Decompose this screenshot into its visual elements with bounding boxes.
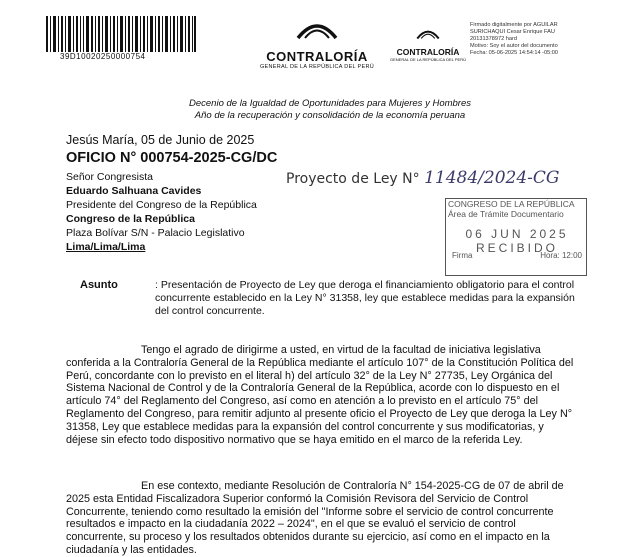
decenio-header [140, 98, 520, 122]
signature-line: Firmado digitalmente por AGUILAR [470, 22, 558, 28]
recipient-position: Presidente del Congreso de la República [66, 199, 257, 211]
logo-small-subtitle: GENERAL DE LA REPÚBLICA DEL PERÚ [390, 57, 466, 62]
body-paragraph-2: En ese contexto, mediante Resolución de Contraloría N° 154-2025-CG de 07 de abril de 2025 esta Entidad Fiscalizadora Superior conformó la Comisión Revisora del Servicio de Control Concurrente, teniendo como resultado la emisión del "Informe sobre el servicio de control concurrente resultados e impacto en la ciudadanía 2022 – 2024", en el que se evaluó el servicio de control concurrente, su proceso y los resultados obtenidos durante su ejercicio, así como en el impacto en la ciudadanía y las entidades. [66, 480, 564, 556]
proyecto-ley [286, 168, 560, 188]
logo-small-name: CONTRALORÍA [396, 47, 460, 57]
oficio-number: OFICIO N° 000754-2025-CG/DC [66, 150, 278, 166]
recipient-name: Eduardo Salhuana Cavides [66, 185, 202, 197]
barcode [46, 16, 196, 52]
recipient-salutation: Señor Congresista [66, 171, 153, 183]
stamp-hora: Hora: 12:00 [540, 251, 582, 260]
recipient-institution: Congreso de la República [66, 213, 195, 225]
signature-line: Fecha: 05-06-2025 14:54:14 -05:00 [470, 50, 559, 56]
body-paragraph-1: Tengo el agrado de dirigirme a usted, en virtud de la facultad de iniciativa legislativa conferida a la Contraloría General de la República mediante el artículo 107° de la Constitución Política del Perú, concordante con lo previsto en el literal h) del artículo 32° de la Ley N° 27735, Ley Orgánica del Sistema Nacional de Control y de la Contraloría General de la República, acorde con lo dispuesto en el artículo 74° del Reglamento del Congreso, así como en atención a lo previsto en el artículo 75° del Reglamento del Congreso, para remitir adjunto al presente oficio el Proyecto de Ley que deroga la Ley N° 31358, Ley que establece medidas para la expansión del control concurrente y sus modificatorias, y déjese sin efecto todo dispositivo normativo que se haya emitido en el marco de la referida Ley. [66, 344, 574, 446]
contraloria-logo [252, 20, 382, 70]
proyecto-label: Proyecto de Ley N° [286, 171, 420, 187]
digital-signature [470, 22, 635, 57]
stamp-date: 06 JUN 2025 [465, 227, 569, 241]
logo-emblem-icon [294, 20, 340, 42]
decenio-line: Decenio de la Igualdad de Oportunidades para Mujeres y Hombres [189, 98, 471, 109]
document-date: Jesús María, 05 de Junio de 2025 [66, 133, 255, 147]
barcode-number: 39D10020250000754 [60, 52, 146, 61]
signature-line: 20131378972 hard [470, 36, 517, 42]
logo-subtitle: GENERAL DE LA REPÚBLICA DEL PERÚ [259, 64, 375, 70]
anio-line: Año de la recuperación y consolidación de la economía peruana [194, 110, 466, 121]
asunto-text: : Presentación de Proyecto de Ley que deroga el financiamiento obligatorio para el control concurrente establecido en la Ley N° 31358, ley que establece medidas para la expansión del control concurrente. [155, 279, 575, 317]
signature-line: Motivo: Soy el autor del documento [470, 43, 558, 49]
logo-name: CONTRALORÍA [266, 49, 368, 64]
stamp-line2: Área de Trámite Documentario [448, 209, 564, 219]
stamp-line1: CONGRESO DE LA REPÚBLICA [448, 199, 575, 209]
recipient-address: Plaza Bolívar S/N - Palacio Legislativo [66, 227, 245, 239]
contraloria-logo-small [390, 28, 466, 62]
signature-line: SURICHAQUI Cesar Enrique FAU [470, 29, 555, 35]
proyecto-handwritten-number: 11484/2024-CG [424, 168, 560, 188]
stamp-firma: Firma [452, 251, 473, 260]
recipient-block [66, 170, 257, 254]
recipient-city: Lima/Lima/Lima [66, 241, 146, 253]
reception-stamp [445, 198, 587, 276]
asunto-label: Asunto [80, 279, 118, 291]
stamp-received: RECIBIDO [475, 241, 558, 255]
logo-emblem-small-icon [415, 28, 441, 41]
